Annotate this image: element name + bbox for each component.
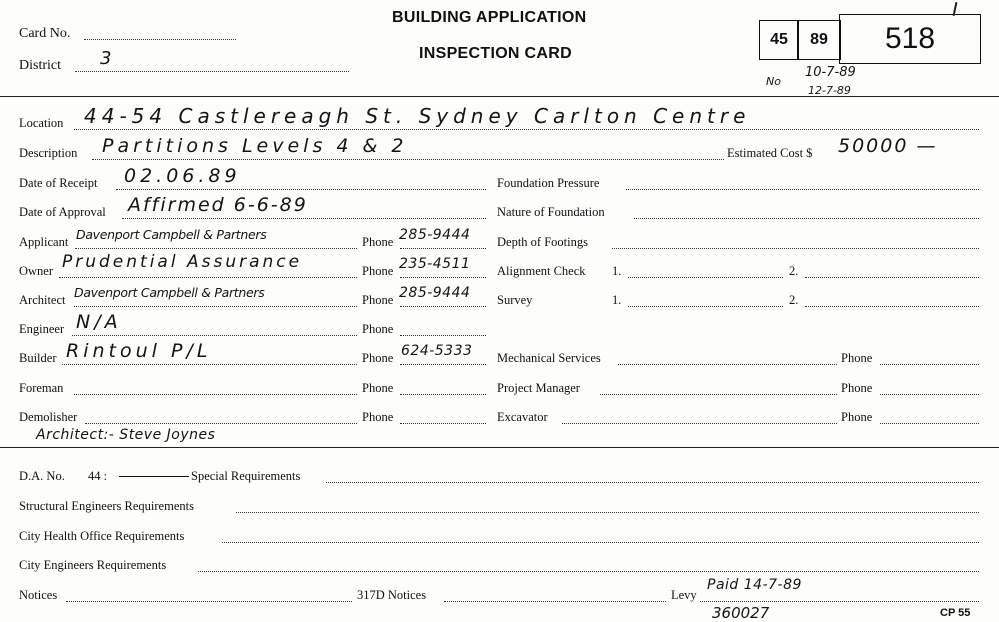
title-line2: INSPECTION CARD [419, 45, 572, 62]
description-field[interactable] [92, 159, 724, 160]
builder-field[interactable] [62, 364, 357, 365]
nature-foundation-field[interactable] [634, 218, 979, 219]
builder-label: Builder [19, 351, 57, 365]
survey-2-label: 2. [789, 293, 799, 307]
project-manager-phone-label: Phone [841, 381, 873, 395]
title-line1: BUILDING APPLICATION [392, 9, 587, 26]
health-label: City Health Office Requirements [19, 529, 185, 543]
location-field[interactable] [74, 129, 979, 130]
survey-2-field[interactable] [805, 306, 979, 307]
card-box-45: 45 [759, 20, 799, 60]
levy-value: Paid 14-7-89 [707, 577, 802, 593]
applicant-value: Davenport Campbell & Partners [76, 227, 267, 242]
project-manager-label: Project Manager [497, 381, 580, 395]
alignment-2-field[interactable] [805, 277, 979, 278]
demolisher-label: Demolisher [19, 410, 78, 424]
health-field[interactable] [222, 542, 979, 543]
date-approval-value: Affirmed 6-6-89 [128, 194, 308, 216]
foreman-label: Foreman [19, 381, 64, 395]
district-value: 3 [100, 48, 112, 69]
estimated-cost-label: Estimated Cost $ [727, 146, 813, 160]
structural-field[interactable] [236, 512, 979, 513]
project-manager-field[interactable] [600, 394, 837, 395]
date-approval-field[interactable] [122, 218, 486, 219]
notices-field[interactable] [66, 601, 352, 602]
applicant-field[interactable] [75, 248, 357, 249]
date-receipt-field[interactable] [116, 189, 486, 190]
applicant-label: Applicant [19, 235, 69, 249]
architect-phone-label: Phone [362, 293, 394, 307]
special-requirements-field[interactable] [326, 482, 979, 483]
engineer-phone-label: Phone [362, 322, 394, 336]
foreman-phone-field[interactable] [400, 394, 486, 395]
architect-phone-value: 285-9444 [399, 285, 471, 301]
demolisher-phone-label: Phone [362, 410, 394, 424]
applicant-phone-value: 285-9444 [399, 227, 471, 243]
city-engineers-field[interactable] [198, 571, 979, 572]
builder-phone-value: 624-5333 [401, 343, 473, 359]
notices-label: Notices [19, 588, 58, 602]
architect-label: Architect [19, 293, 66, 307]
da-no-label: D.A. No. [19, 469, 65, 483]
card-box-89: 89 [797, 20, 841, 60]
structural-label: Structural Engineers Requirements [19, 499, 194, 513]
date-receipt-value: 02.06.89 [124, 165, 241, 187]
card-no-field[interactable] [84, 39, 236, 40]
owner-label: Owner [19, 264, 54, 278]
no-date-1: 10-7-89 [805, 65, 856, 80]
alignment-1-label: 1. [612, 264, 622, 278]
depth-footings-label: Depth of Footings [497, 235, 588, 249]
location-label: Location [19, 116, 64, 130]
date-approval-label: Date of Approval [19, 205, 106, 219]
district-field[interactable] [75, 71, 349, 72]
builder-phone-field[interactable] [400, 364, 486, 365]
owner-field[interactable] [59, 277, 357, 278]
alignment-1-field[interactable] [628, 277, 783, 278]
foundation-pressure-label: Foundation Pressure [497, 176, 600, 190]
location-value: 44-54 Castlereagh St. Sydney Carlton Centre [84, 104, 751, 128]
city-engineers-label: City Engineers Requirements [19, 558, 167, 572]
levy-field[interactable] [700, 601, 979, 602]
receipt-number: 360027 [712, 604, 770, 622]
excavator-phone-label: Phone [841, 410, 873, 424]
notices-317d-field[interactable] [444, 601, 666, 602]
applicant-phone-field[interactable] [400, 248, 486, 249]
description-label: Description [19, 146, 78, 160]
survey-1-label: 1. [612, 293, 622, 307]
da-no-value: 44 : [88, 469, 108, 483]
engineer-label: Engineer [19, 322, 65, 336]
engineer-field[interactable] [72, 335, 357, 336]
estimated-cost-value: 50000 — [838, 135, 938, 157]
special-requirements-label: Special Requirements [191, 469, 301, 483]
excavator-phone-field[interactable] [880, 423, 979, 424]
excavator-label: Excavator [497, 410, 548, 424]
project-manager-phone-field[interactable] [880, 394, 979, 395]
mechanical-field[interactable] [618, 364, 837, 365]
no-date-2: 12-7-89 [808, 84, 851, 97]
owner-phone-label: Phone [362, 264, 394, 278]
survey-label: Survey [497, 293, 533, 307]
architect-field[interactable] [74, 306, 357, 307]
notices-317d-label: 317D Notices [357, 588, 427, 602]
mechanical-phone-label: Phone [841, 351, 873, 365]
no-label: No [766, 75, 781, 88]
survey-1-field[interactable] [628, 306, 783, 307]
engineer-value: N/A [76, 311, 122, 333]
card-number-box: 518 [839, 14, 981, 64]
form-code: CP 55 [940, 607, 971, 619]
foundation-pressure-field[interactable] [626, 189, 979, 190]
builder-value: Rintoul P/L [66, 340, 212, 362]
header-divider [0, 96, 999, 97]
section-divider [0, 447, 999, 448]
applicant-phone-label: Phone [362, 235, 394, 249]
owner-phone-field[interactable] [400, 277, 486, 278]
da-no-dash [119, 476, 189, 477]
date-receipt-label: Date of Receipt [19, 176, 98, 190]
demolisher-field[interactable] [85, 423, 357, 424]
depth-footings-field[interactable] [612, 248, 979, 249]
alignment-2-label: 2. [789, 264, 799, 278]
alignment-check-label: Alignment Check [497, 264, 586, 278]
levy-label: Levy [671, 588, 697, 602]
demolisher-phone-field[interactable] [400, 423, 486, 424]
foreman-phone-label: Phone [362, 381, 394, 395]
mechanical-label: Mechanical Services [497, 351, 601, 365]
builder-phone-label: Phone [362, 351, 394, 365]
architect-value: Davenport Campbell & Partners [74, 285, 265, 300]
card-no-label: Card No. [19, 26, 71, 41]
architect-note: Architect:- Steve Joynes [36, 427, 216, 443]
owner-phone-value: 235-4511 [399, 256, 471, 272]
district-label: District [19, 58, 61, 73]
nature-foundation-label: Nature of Foundation [497, 205, 605, 219]
owner-value: Prudential Assurance [62, 252, 303, 272]
description-value: Partitions Levels 4 & 2 [102, 135, 408, 157]
mechanical-phone-field[interactable] [880, 364, 979, 365]
engineer-phone-field[interactable] [400, 335, 486, 336]
foreman-field[interactable] [74, 394, 357, 395]
architect-phone-field[interactable] [400, 306, 486, 307]
excavator-field[interactable] [562, 423, 837, 424]
